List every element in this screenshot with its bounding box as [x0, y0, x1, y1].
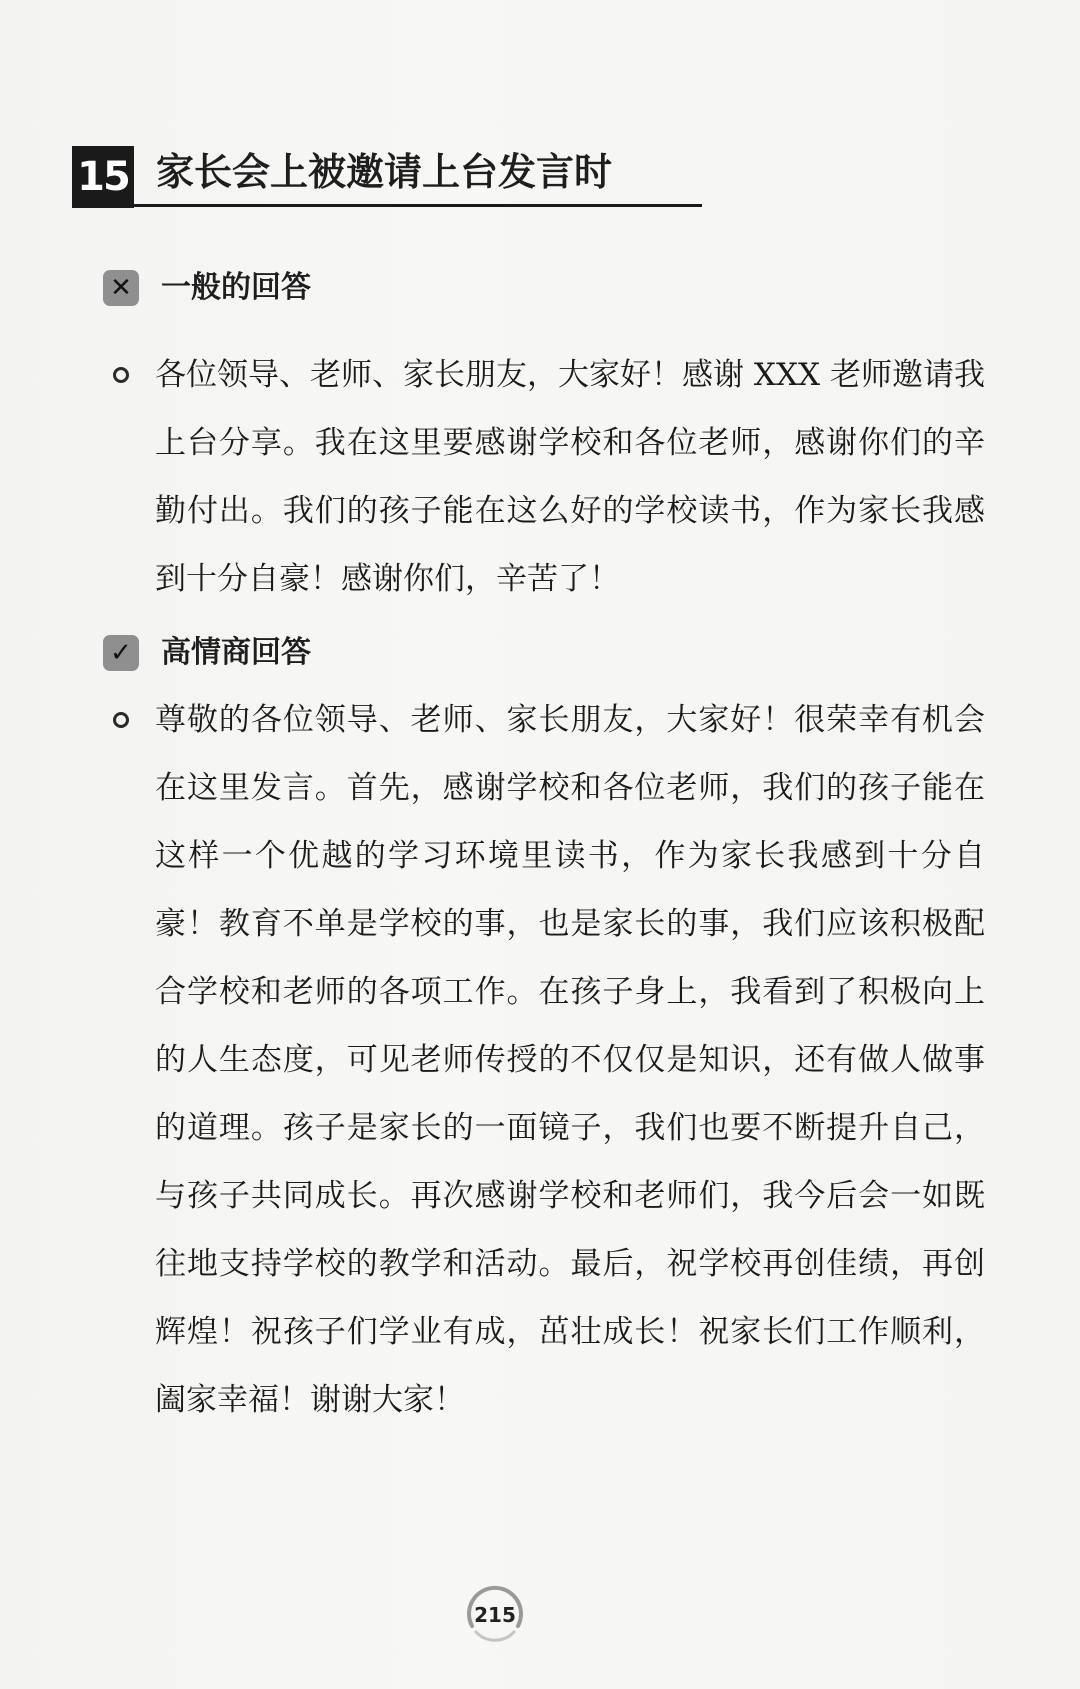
- chapter-title-underline: [134, 204, 702, 207]
- cross-icon: ✕: [103, 270, 139, 306]
- chapter-title: 家长会上被邀请上台发言时: [156, 150, 613, 194]
- chapter-header: [72, 146, 632, 210]
- section-label-ordinary: 一般的回答: [161, 270, 311, 305]
- section-heading-high-eq: [103, 633, 311, 673]
- chapter-number-badge: 15: [72, 146, 134, 208]
- bullet-circle-icon: [113, 367, 129, 383]
- section-heading-ordinary: [103, 268, 311, 308]
- bullet-circle-icon: [113, 712, 129, 728]
- answer-text-ordinary: 各位领导、老师、家长朋友，大家好！感谢 XXX 老师邀请我上台分享。我在这里要感谢学校和各位老师，感谢你们的辛勤付出。我们的孩子能在这么好的学校读书，作为家长我感到十分自豪！感谢你们，辛苦了！: [155, 357, 985, 597]
- answer-text-high-eq: 尊敬的各位领导、老师、家长朋友，大家好！很荣幸有机会在这里发言。首先，感谢学校和各位老师，我们的孩子能在这样一个优越的学习环境里读书，作为家长我感到十分自豪！教育不单是学校的事，也是家长的事，我们应该积极配合学校和老师的各项工作。在孩子身上，我看到了积极向上的人生态度，可见老师传授的不仅仅是知识，还有做人做事的道理。孩子是家长的一面镜子，我们也要不断提升自己，与孩子共同成长。再次感谢学校和老师们，我今后会一如既往地支持学校的教学和活动。最后，祝学校再创佳绩，再创辉煌！祝孩子们学业有成，茁壮成长！祝家长们工作顺利，阖家幸福！谢谢大家！: [155, 702, 985, 1418]
- check-icon: ✓: [103, 635, 139, 671]
- page-number: 215: [474, 1603, 516, 1627]
- section-label-high-eq: 高情商回答: [161, 635, 311, 670]
